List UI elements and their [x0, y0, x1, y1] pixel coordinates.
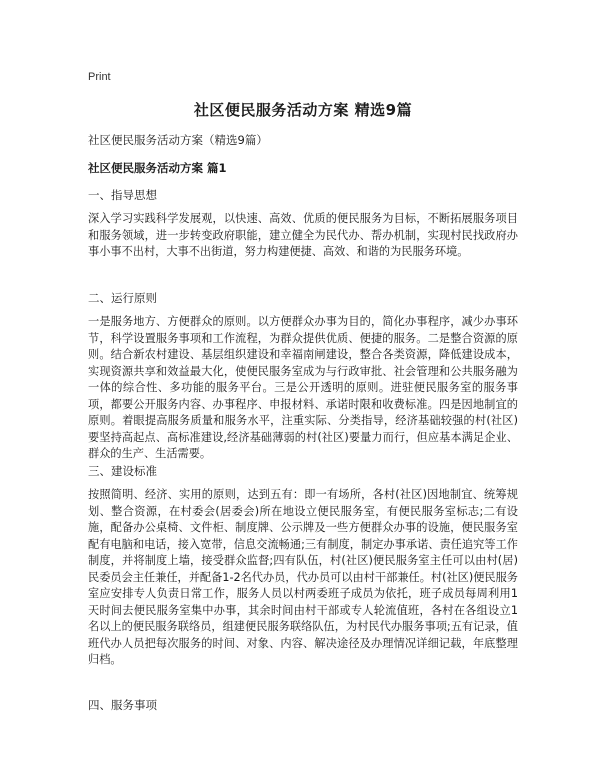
- heading-construction-standards: 三、建设标准: [88, 464, 157, 478]
- paragraph-guiding-ideology: 深入学习实践科学发展观，以快速、高效、优质的便民服务为目标，不断拓展服务项目和服务领域，进一步转变政府职能，建立健全为民代办、帮办机制，实现村民找政府办事小事不出村，大事不出街道，努力构建便捷、高效、和谐的为民服务环境。: [88, 212, 518, 258]
- document-subtitle: 社区便民服务活动方案（精选9篇）: [88, 133, 268, 147]
- heading-operating-principles: 二、运行原则: [88, 291, 157, 305]
- heading-guiding-ideology: 一、指导思想: [88, 188, 157, 202]
- page-title: 社区便民服务活动方案 精选9篇: [193, 101, 413, 119]
- paragraph-operating-principles: 一是服务地方、方便群众的原则。以方便群众办事为目的，简化办事程序，减少办事环节，科学设置服务事项和工作流程，为群众提供优质、便捷的服务。二是整合资源的原则。结合新农村建设、基层组织建设和幸福南闸建设，整合各类资源，降低建设成本，实现资源共享和效益最大化，使便民服务室成为与行政审批、社会管理和公共服务融为一体的综合性、多功能的服务平台。三是公开透明的原则。进驻便民服务室的服务事项，都要公开服务内容、办事程序、申报材料、承诺时限和收费标准。四是因地制宜的原则。着眼提高服务质量和服务水平，注重实际、分类指导，经济基础较强的村(社区)要坚持高起点、高标准建设,经济基础薄弱的村(社区)要量力而行，但应基本满足企业、群众的生产、生活需要。: [88, 315, 518, 460]
- heading-service-items: 四、服务事项: [88, 698, 157, 712]
- section-heading: 社区便民服务活动方案 篇1: [88, 161, 227, 175]
- paragraph-construction-standards: 按照简明、经济、实用的原则，达到五有：即一有场所，各村(社区)因地制宜、统筹规划、整合资源，在村委会(居委会)所在地设立便民服务室，有便民服务室标志;二有设施，配备办公桌椅、文件柜、制度牌、公示牌及一些方便群众办事的设施，便民服务室配有电脑和电话，接入宽带，信息交流畅通;三有制度，制定办事承诺、责任追究等工作制度，并将制度上墙，接受群众监督;四有队伍，村(社区)便民服务室主任可以由村(居)民委员会主任兼任，并配备1-2名代办员，代办员可以由村干部兼任。村(社区)便民服务室应安排专人负责日常工作，服务人员以村两委班子成员为依托，班子成员每周利用1天时间去便民服务室集中办事，其余时间由村干部或专人轮流值班，各村在各组设立1名以上的便民服务联络员，组建便民服务联络队伍，为村民代办服务事项;五有记录，值班代办人员把每次服务的时间、对象、内容、解决途径及办理情况详细记载，年底整理归档。: [88, 488, 518, 666]
- print-link[interactable]: Print: [88, 71, 111, 83]
